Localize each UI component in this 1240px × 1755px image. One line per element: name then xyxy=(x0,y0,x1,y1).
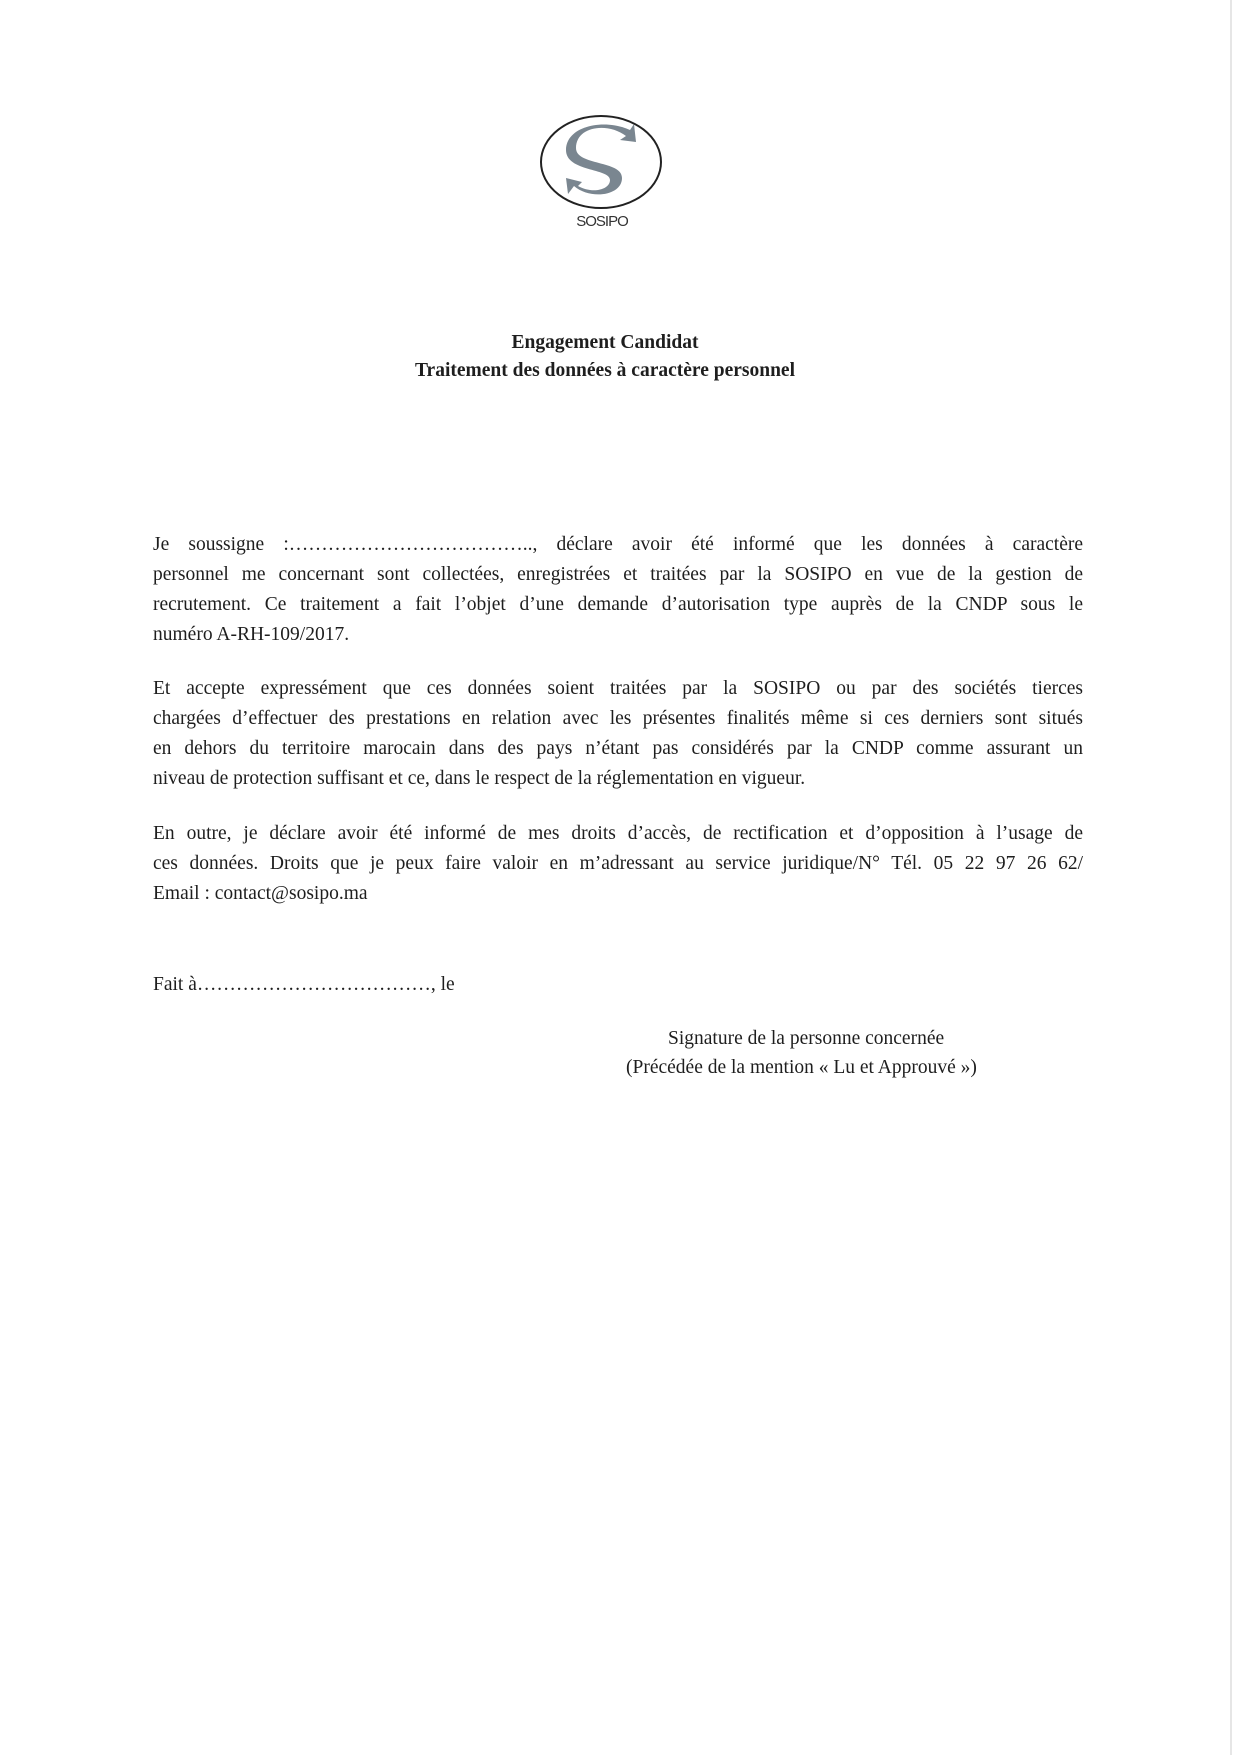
text-line: personnel me concernant sont collectées, enregistrées et traitées par la SOSIPO en vue de la gestion de xyxy=(153,564,1083,585)
signature-note: (Précédée de la mention « Lu et Approuvé ») xyxy=(626,1057,977,1078)
text-line: recrutement. Ce traitement a fait l’objet d’une demande d’autorisation type auprès de la CNDP sous le xyxy=(153,594,1083,615)
text-line: numéro A-RH-109/2017. xyxy=(153,624,350,645)
signature-label: Signature de la personne concernée xyxy=(668,1028,945,1049)
sosipo-logo-icon xyxy=(538,112,664,212)
paragraph-rights xyxy=(153,819,1083,909)
text-line: En outre, je déclare avoir été informé de mes droits d’accès, de rectification et d’opposition à l’usage de xyxy=(153,823,1083,844)
text-line: Je soussigne :……………………………….., déclare avoir été informé que les données à caractère xyxy=(153,534,1083,555)
place-date-field: Fait à………………………………, le xyxy=(153,974,455,995)
logo-text: SOSIPO xyxy=(576,213,628,230)
text-line: ces données. Droits que je peux faire valoir en m’adressant au service juridique/N° Tél. 05 22 97 26 62/ xyxy=(153,853,1083,874)
text-line: niveau de protection suffisant et ce, dans le respect de la réglementation en vigueur. xyxy=(153,768,806,789)
document-subtitle: Traitement des données à caractère personnel xyxy=(415,360,795,381)
document-title: Engagement Candidat xyxy=(511,332,699,353)
paragraph-consent xyxy=(153,530,1083,650)
text-line: Et accepte expressément que ces données soient traitées par la SOSIPO ou par des sociétés tierces xyxy=(153,678,1083,699)
scan-edge xyxy=(1230,0,1232,1755)
text-line: en dehors du territoire marocain dans des pays n’étant pas considérés par la CNDP comme assurant un xyxy=(153,738,1083,759)
text-line: Email : contact@sosipo.ma xyxy=(153,883,368,904)
paragraph-acceptance xyxy=(153,674,1083,794)
text-line: chargées d’effectuer des prestations en relation avec les présentes finalités même si ces derniers sont situés xyxy=(153,708,1083,729)
